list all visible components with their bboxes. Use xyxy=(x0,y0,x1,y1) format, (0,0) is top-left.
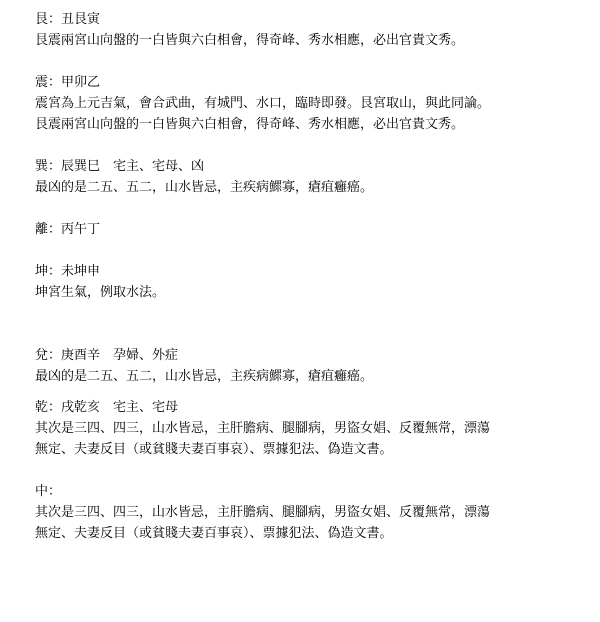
section-heading: 乾：戌乾亥 宅主、宅母 xyxy=(35,400,179,415)
section-text: 其次是三四、四三，山水皆忌，主肝膽病、腿腳病，男盜女娼、反覆無常，漂蕩 xyxy=(35,421,491,436)
section-heading: 震：甲卯乙 xyxy=(35,75,101,90)
section-dui xyxy=(35,345,595,387)
section-kun xyxy=(35,261,595,303)
section-heading: 坤：未坤申 xyxy=(35,264,101,279)
section-text: 艮震兩宮山向盤的一白皆與六白相會，得奇峰、秀水相應，必出官貴文秀。 xyxy=(35,117,465,132)
section-text: 最凶的是二五、五二，山水皆忌，主疾病鰥寡，瘡疽癰癌。 xyxy=(35,180,374,195)
document-body xyxy=(35,9,595,544)
section-zhong xyxy=(35,481,595,544)
section-heading: 巽：辰巽巳 宅主、宅母、凶 xyxy=(35,159,205,174)
section-qian xyxy=(35,397,595,460)
section-xun xyxy=(35,156,595,198)
section-zhen xyxy=(35,72,595,135)
section-heading: 兌：庚酉辛 孕婦、外症 xyxy=(35,348,179,363)
section-gen xyxy=(35,9,595,51)
section-li xyxy=(35,219,595,240)
section-heading: 艮：丑艮寅 xyxy=(35,12,101,27)
section-text: 其次是三四、四三，山水皆忌，主肝膽病、腿腳病，男盜女娼、反覆無常，漂蕩 xyxy=(35,505,491,520)
section-text: 無定、夫妻反目（或貧賤夫妻百事哀）、票據犯法、偽造文書。 xyxy=(35,526,393,541)
section-heading: 離：丙午丁 xyxy=(35,222,101,237)
section-text: 艮震兩宮山向盤的一白皆與六白相會，得奇峰、秀水相應，必出官貴文秀。 xyxy=(35,33,465,48)
section-heading: 中： xyxy=(35,484,62,499)
section-text: 坤宮生氣，例取水法。 xyxy=(35,285,166,300)
section-text: 無定、夫妻反目（或貧賤夫妻百事哀）、票據犯法、偽造文書。 xyxy=(35,442,393,457)
section-text: 震宮為上元吉氣，會合武曲，有城門、水口，臨時即發。艮宮取山，與此同論。 xyxy=(35,96,491,111)
section-text: 最凶的是二五、五二，山水皆忌，主疾病鰥寡，瘡疽癰癌。 xyxy=(35,369,374,384)
